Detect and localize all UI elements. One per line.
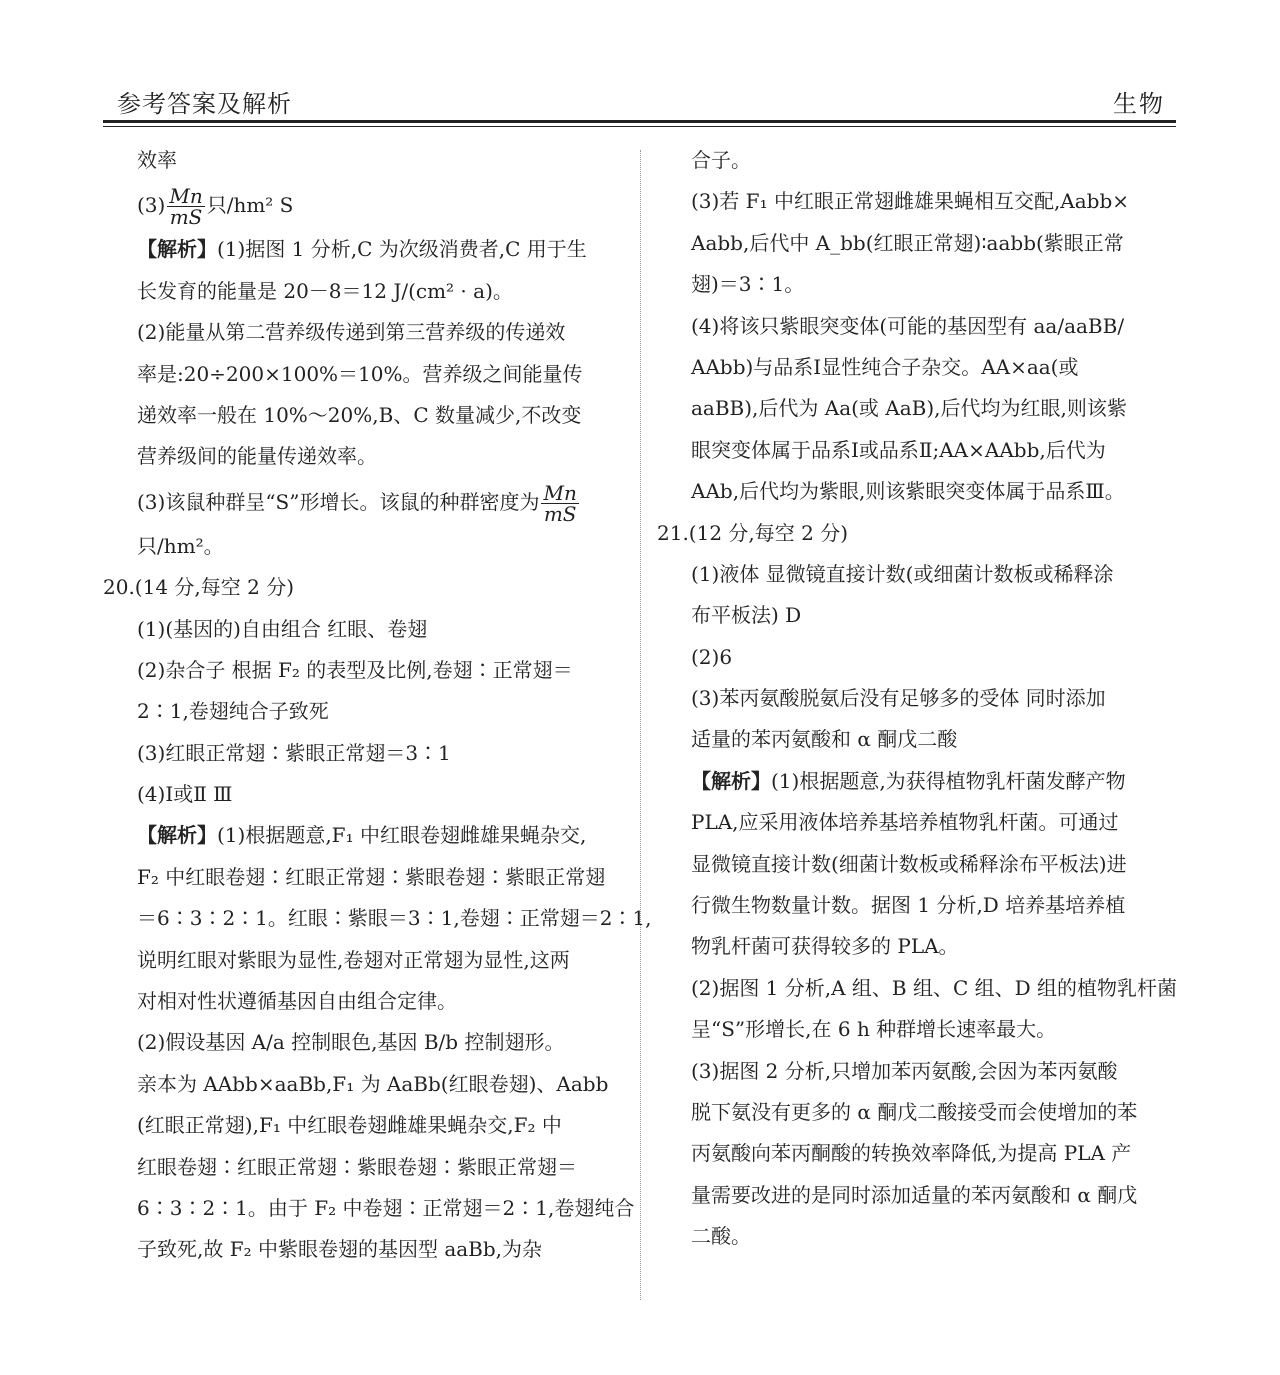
text-line: ＝6∶3∶2∶1。红眼∶紫眼＝3∶1,卷翅∶正常翅＝2∶1, xyxy=(137,906,652,931)
analysis-line xyxy=(103,229,623,270)
analysis-line xyxy=(657,761,1177,802)
text-line: (2)杂合子 根据 F₂ 的表型及比例,卷翅∶正常翅＝ xyxy=(137,657,573,682)
fraction-numerator: Mn xyxy=(543,480,577,505)
fraction-denominator: mS xyxy=(543,501,577,526)
column-divider xyxy=(640,150,641,1300)
text-line: 营养级间的能量传递效率。 xyxy=(137,444,377,469)
text-line: 布平板法) D xyxy=(691,603,802,628)
text-line: F₂ 中红眼卷翅∶红眼正常翅∶紫眼卷翅∶紫眼正常翅 xyxy=(137,864,606,889)
text-line: (2)能量从第二营养级传递到第三营养级的传递效 xyxy=(137,320,566,345)
left-column xyxy=(103,140,652,1271)
fraction xyxy=(541,480,578,526)
text-line: 适量的苯丙氨酸和 α 酮戊二酸 xyxy=(691,727,958,752)
header-title: 参考答案及解析 xyxy=(117,90,292,118)
text-line: 子致死,故 F₂ 中紫眼卷翅的基因型 aaBb,为杂 xyxy=(137,1237,543,1262)
header-rule-thick xyxy=(103,120,1176,123)
text-segment: 只/hm² S xyxy=(206,193,294,218)
text-line-fraction xyxy=(103,478,623,526)
text-line: 说明红眼对紫眼为显性,卷翅对正常翅为显性,这两 xyxy=(137,947,570,972)
analysis-text: (1)根据题意,为获得植物乳杆菌发酵产物 xyxy=(771,768,1126,793)
analysis-text: (1)根据题意,F₁ 中红眼卷翅雌雄果蝇杂交, xyxy=(217,823,587,848)
text-line: 2∶1,卷翅纯合子致死 xyxy=(137,699,329,724)
analysis-label: 【解析】 xyxy=(691,768,771,793)
text-line: (红眼正常翅),F₁ 中红眼卷翅雌雄果蝇杂交,F₂ 中 xyxy=(137,1113,562,1138)
text-line: (2)据图 1 分析,A 组、B 组、C 组、D 组的植物乳杆菌 xyxy=(691,975,1178,1000)
text-line: 亲本为 AAbb×aaBb,F₁ 为 AaBb(红眼卷翅)、Aabb xyxy=(137,1071,609,1096)
text-line: 长发育的能量是 20－8＝12 J/(cm² · a)。 xyxy=(137,278,513,303)
text-line: 6∶3∶2∶1。由于 F₂ 中卷翅∶正常翅＝2∶1,卷翅纯合 xyxy=(137,1195,635,1220)
header-subject: 生物 xyxy=(1113,90,1165,118)
text-line: 眼突变体属于品系Ⅰ或品系Ⅱ;AA×AAbb,后代为 xyxy=(691,437,1106,462)
text-line: AAb,后代均为紫眼,则该紫眼突变体属于品系Ⅲ。 xyxy=(691,479,1125,504)
text-line: PLA,应采用液体培养基培养植物乳杆菌。可通过 xyxy=(691,810,1119,835)
text-line: 二酸。 xyxy=(691,1224,751,1249)
question-number-line: 20.(14 分,每空 2 分) xyxy=(103,575,295,600)
header-rule-thin xyxy=(103,126,1176,127)
text-line: 只/hm²。 xyxy=(137,533,224,558)
text-line: (2)6 xyxy=(691,644,733,669)
text-line: (3)据图 2 分析,只增加苯丙氨酸,会因为苯丙氨酸 xyxy=(691,1058,1118,1083)
fraction-numerator: Mn xyxy=(169,184,203,209)
analysis-label: 【解析】 xyxy=(137,823,217,848)
text-line: AAbb)与品系Ⅰ显性纯合子杂交。AA×aa(或 xyxy=(691,354,1079,379)
text-line: Aabb,后代中 A_bb(红眼正常翅)∶aabb(紫眼正常 xyxy=(691,230,1124,255)
text-segment: (3) xyxy=(137,193,166,218)
fraction xyxy=(167,184,204,230)
text-line: (4)将该只紫眼突变体(可能的基因型有 aa/aaBB/ xyxy=(691,313,1125,338)
text-line: 脱下氨没有更多的 α 酮戊二酸接受而会使增加的苯 xyxy=(691,1099,1138,1124)
text-line: 量需要改进的是同时添加适量的苯丙氨酸和 α 酮戊 xyxy=(691,1182,1138,1207)
analysis-line xyxy=(103,815,623,856)
text-line: 合子。 xyxy=(691,148,751,172)
text-line: (3)苯丙氨酸脱氨后没有足够多的受体 同时添加 xyxy=(691,686,1106,711)
text-line: (1)液体 显微镜直接计数(或细菌计数板或稀释涂 xyxy=(691,561,1114,586)
text-line: 翅)＝3∶1。 xyxy=(691,272,805,297)
text-line: 红眼卷翅∶红眼正常翅∶紫眼卷翅∶紫眼正常翅＝ xyxy=(137,1154,577,1179)
answer-line-fraction xyxy=(103,181,623,229)
text-line: 率是:20÷200×100%＝10%。营养级之间能量传 xyxy=(137,361,583,386)
text-line: aaBB),后代为 Aa(或 AaB),后代均为红眼,则该紫 xyxy=(691,396,1127,421)
text-line: 效率 xyxy=(137,148,177,172)
right-column xyxy=(657,140,1177,1258)
text-line: (4)Ⅰ或Ⅱ Ⅲ xyxy=(137,782,233,807)
text-line: 显微镜直接计数(细菌计数板或稀释涂布平板法)进 xyxy=(691,851,1127,876)
page-header xyxy=(103,78,1177,124)
analysis-text: (1)据图 1 分析,C 为次级消费者,C 用于生 xyxy=(217,237,587,262)
text-line: 对相对性状遵循基因自由组合定律。 xyxy=(137,989,457,1014)
text-line: 行微生物数量计数。据图 1 分析,D 培养基培养植 xyxy=(691,893,1126,918)
text-line: 呈“S”形增长,在 6 h 种群增长速率最大。 xyxy=(691,1017,1057,1042)
text-line: 物乳杆菌可获得较多的 PLA。 xyxy=(691,934,959,959)
text-line: 递效率一般在 10%～20%,B、C 数量减少,不改变 xyxy=(137,402,582,427)
text-line: (3)若 F₁ 中红眼正常翅雌雄果蝇相互交配,Aabb× xyxy=(691,189,1130,214)
text-line: (3)红眼正常翅∶紫眼正常翅＝3∶1 xyxy=(137,740,451,765)
analysis-label: 【解析】 xyxy=(137,237,217,262)
text-line: 丙氨酸向苯丙酮酸的转换效率降低,为提高 PLA 产 xyxy=(691,1141,1132,1166)
text-segment: (3)该鼠种群呈“S”形增长。该鼠的种群密度为 xyxy=(137,489,540,514)
question-number-line: 21.(12 分,每空 2 分) xyxy=(657,520,849,545)
fraction-denominator: mS xyxy=(169,205,203,230)
text-line: (2)假设基因 A/a 控制眼色,基因 B/b 控制翅形。 xyxy=(137,1030,565,1055)
text-line: (1)(基因的)自由组合 红眼、卷翅 xyxy=(137,616,428,641)
